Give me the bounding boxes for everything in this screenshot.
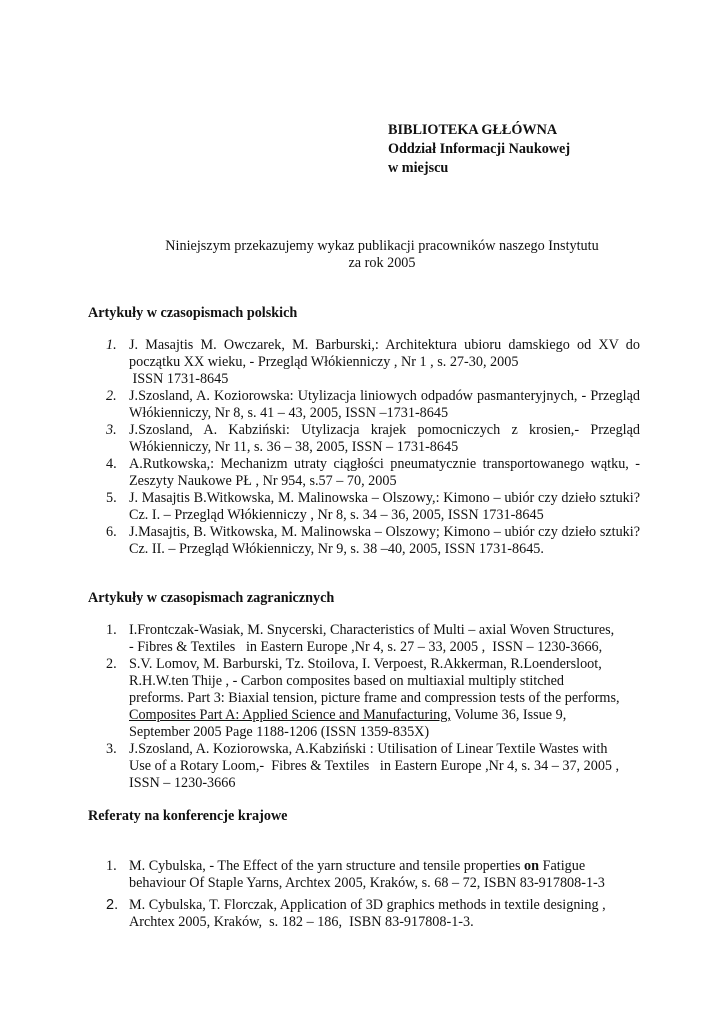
item-line: behaviour Of Staple Yarns, Archtex 2005, Kraków, s. 68 – 72, ISBN 83-917808-1-3 <box>129 875 605 891</box>
item-number: 3. <box>106 422 117 438</box>
item-line: - Fibres & Textiles in Eastern Europe ,Nr 4, s. 27 – 33, 2005 , ISSN – 1230-3666, <box>129 639 603 655</box>
polish-articles-list <box>106 337 640 558</box>
intro-paragraph <box>90 238 674 272</box>
list-item <box>106 490 640 524</box>
list-item <box>106 897 666 931</box>
list-item <box>106 388 640 422</box>
item-line: preforms. Part 3: Biaxial tension, picture frame and compression tests of the performs, <box>129 690 620 706</box>
list-item <box>106 622 666 656</box>
item-number: 4. <box>106 456 117 472</box>
list-item <box>106 524 640 558</box>
recipient-address <box>388 121 570 178</box>
item-line: Archtex 2005, Kraków, s. 182 – 186, ISBN 83-917808-1-3. <box>129 914 474 930</box>
item-text: J.Szosland, A. Kabziński: Utylizacja krajek pomocniczych z krosien,- Przegląd Włókienniczy, Nr 11, s. 36 – 38, 2005, ISSN – 1731-8645 <box>129 422 640 455</box>
item-text: A.Rutkowska,: Mechanizm utraty ciągłości pneumatycznie transportowanego wątku, - Zeszyty Naukowe PŁ , Nr 954, s.57 – 70, 2005 <box>129 456 640 489</box>
section-heading-conferences: Referaty na konferencje krajowe <box>88 808 288 824</box>
item-text: J. Masajtis B.Witkowska, M. Malinowska – Olszowy,: Kimono – ubiór czy dzieło sztuki? Cz. I. – Przegląd Włókienniczy , Nr 8, s. 34 – 36, 2005, ISSN 1731-8645 <box>129 490 640 523</box>
list-item <box>106 422 640 456</box>
item-number: 2. <box>106 897 119 913</box>
item-number: 1. <box>106 337 117 353</box>
item-line: Volume 36, Issue 9, <box>450 707 567 723</box>
item-line: ISSN – 1230-3666 <box>129 775 236 791</box>
item-number: 2. <box>106 388 117 404</box>
foreign-articles-list <box>106 622 666 792</box>
list-item <box>106 858 666 892</box>
list-item <box>106 456 640 490</box>
bold-word: on <box>524 858 540 874</box>
section-heading-foreign: Artykuły w czasopismach zagranicznych <box>88 590 335 606</box>
item-line: September 2005 Page 1188-1206 (ISSN 1359-835X) <box>129 724 430 740</box>
item-extra: ISSN 1731-8645 <box>129 371 229 387</box>
address-line-1: BIBLIOTEKA GŁŁÓWNA <box>388 122 558 138</box>
intro-line-2: za rok 2005 <box>348 255 416 271</box>
item-number: 1. <box>106 858 117 874</box>
item-number: 5. <box>106 490 117 506</box>
address-line-3: w miejscu <box>388 160 449 176</box>
item-number: 3. <box>106 741 117 757</box>
address-line-2: Oddział Informacji Naukowej <box>388 141 571 157</box>
item-number: 1. <box>106 622 117 638</box>
item-text: J.Masajtis, B. Witkowska, M. Malinowska – Olszowy; Kimono – ubiór czy dzieło sztuki? Cz. II. – Przegląd Włókienniczy, Nr 9, s. 38 –40, 2005, ISSN 1731-8645. <box>129 524 640 557</box>
item-number: 6. <box>106 524 117 540</box>
item-line: J.Szosland, A. Koziorowska, A.Kabziński : Utilisation of Linear Textile Wastes with <box>129 741 608 757</box>
item-line: S.V. Lomov, M. Barburski, Tz. Stoilova, I. Verpoest, R.Akkerman, R.Loendersloot, <box>129 656 602 672</box>
section-heading-polish: Artykuły w czasopismach polskich <box>88 305 298 321</box>
item-text: J.Szosland, A. Koziorowska: Utylizacja liniowych odpadów pasmanteryjnych, - Przegląd Włókienniczy, Nr 8, s. 41 – 43, 2005, ISSN –1731-8645 <box>129 388 640 421</box>
list-item <box>106 656 666 741</box>
item-text: J. Masajtis M. Owczarek, M. Barburski,: Architektura ubioru damskiego od XV do początku XX wieku, - Przegląd Włókienniczy , Nr 1 , s. 27-30, 2005 <box>129 337 640 370</box>
item-line: M. Cybulska, T. Florczak, Application of 3D graphics methods in textile designing , <box>129 897 606 913</box>
item-line: Use of a Rotary Loom,- Fibres & Textiles in Eastern Europe ,Nr 4, s. 34 – 37, 2005 , <box>129 758 620 774</box>
item-line: M. Cybulska, - The Effect of the yarn structure and tensile properties <box>129 858 525 874</box>
list-item <box>106 741 666 792</box>
item-line: Fatigue <box>539 858 586 874</box>
list-item <box>106 337 640 388</box>
intro-line-1: Niniejszym przekazujemy wykaz publikacji pracowników naszego Instytutu <box>165 238 599 254</box>
item-line: R.H.W.ten Thije , - Carbon composites based on multiaxial multiply stitched <box>129 673 565 689</box>
journal-link[interactable]: Composites Part A: Applied Science and Manufacturing, <box>129 707 451 723</box>
item-line: I.Frontczak-Wasiak, M. Snycerski, Characteristics of Multi – axial Woven Structures, <box>129 622 615 638</box>
item-number: 2. <box>106 656 117 672</box>
conference-papers-list <box>106 858 666 931</box>
